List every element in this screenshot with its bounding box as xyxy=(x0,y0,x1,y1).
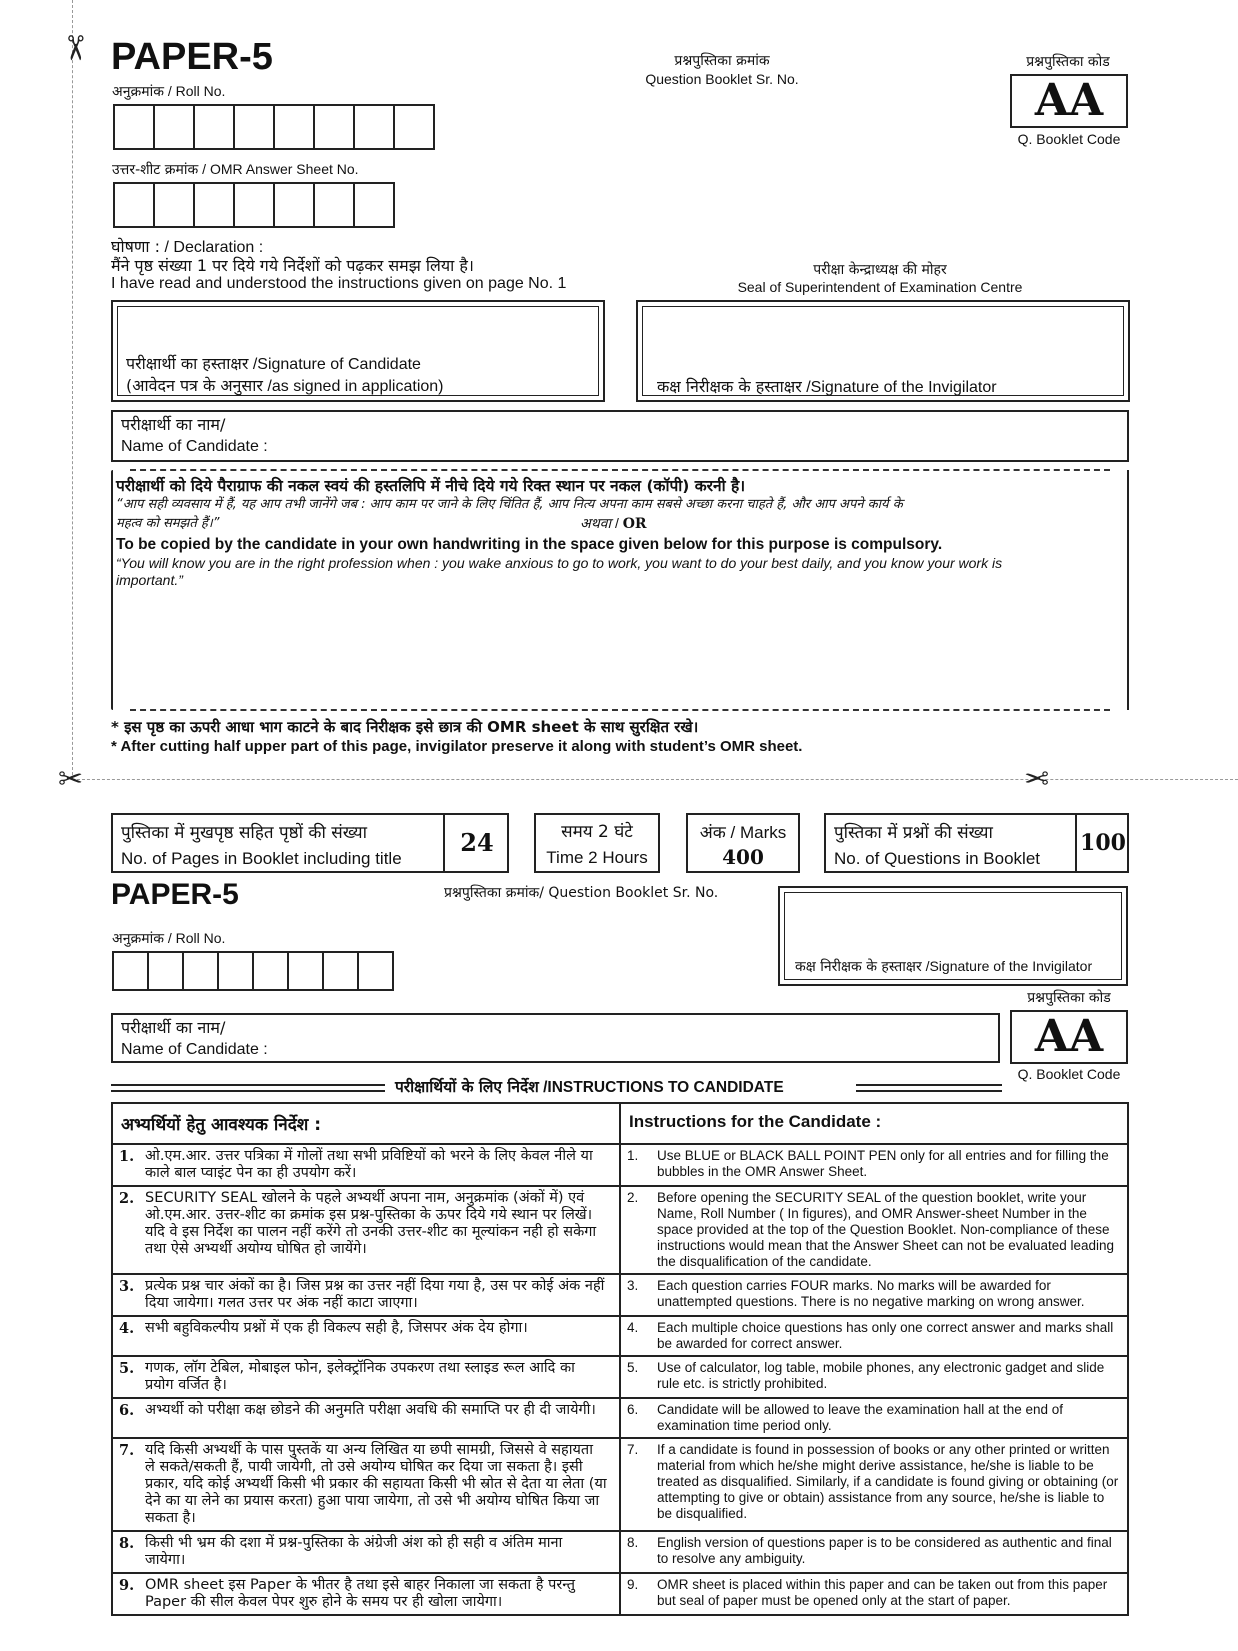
instruction-row xyxy=(112,1316,1128,1356)
instruction-text-hi: किसी भी भ्रम की दशा में प्रश्न-पुस्तिका के अंग्रेजी अंश को ही सही व अंतिम माना जायेगा। xyxy=(145,1535,563,1568)
pages-info-box: पुस्तिका में मुखपृष्ठ सहित पृष्ठों की संख्या No. of Pages in Booklet including title 24 xyxy=(111,813,509,873)
instruction-number: 7. xyxy=(627,1442,639,1457)
candidate-name-label-en: Name of Candidate : xyxy=(121,438,268,455)
instruction-en xyxy=(620,1356,1128,1398)
invigilator-signature-label-hi: कक्ष निरीक्षक के हस्ताक्षर xyxy=(657,377,802,396)
booklet-code-box-bottom: AA xyxy=(1010,1010,1128,1064)
scissors-icon: ✂ xyxy=(1024,763,1050,796)
copy-section-top-dash xyxy=(130,469,1110,471)
roll-number-boxes[interactable] xyxy=(113,104,435,150)
instruction-text-en: If a candidate is found in possession of books or any other printed or written material from which he/she might derive assistance, he/she is liable to be treated as disqualified. Similarly, if a candidate is found giving or obtaining (or attempting to give or obtain) assistance from any source, he/she is liable to be disqualified. xyxy=(657,1442,1119,1521)
instruction-number: 4. xyxy=(119,1320,135,1337)
instruction-en xyxy=(620,1274,1128,1316)
booklet-code-label-en: Q. Booklet Code xyxy=(1017,131,1121,147)
instruction-en xyxy=(620,1186,1128,1274)
instruction-hi xyxy=(112,1356,620,1398)
instruction-number: 9. xyxy=(119,1577,135,1594)
instruction-text-en: OMR sheet is placed within this paper and can be taken out from this paper but seal of paper must be opened only at the start of paper. xyxy=(657,1577,1108,1608)
instruction-hi xyxy=(112,1144,620,1186)
instruction-number: 1. xyxy=(119,1148,135,1165)
instruction-text-en: Use of calculator, log table, mobile phones, any electronic gadget and slide rule etc. is strictly prohibited. xyxy=(657,1360,1105,1391)
instruction-hi xyxy=(112,1573,620,1615)
instruction-en xyxy=(620,1398,1128,1438)
booklet-code-label-hi-bottom: प्रश्नपुस्तिका कोड xyxy=(1027,990,1111,1006)
invigilator-signature-box-bottom[interactable]: कक्ष निरीक्षक के हस्ताक्षर /Signature of the Invigilator xyxy=(778,886,1128,986)
roll-number-label: अनुक्रमांक / Roll No. xyxy=(112,83,226,100)
instruction-number: 4. xyxy=(627,1320,639,1335)
booklet-code-box: AA xyxy=(1010,74,1128,128)
as-signed-label-hi: (आवेदन पत्र के अनुसार xyxy=(126,376,263,395)
instruction-row xyxy=(112,1398,1128,1438)
instructions-title: परीक्षार्थियों के लिए निर्देश /INSTRUCTIONS TO CANDIDATE xyxy=(395,1078,784,1096)
vertical-cut-line xyxy=(72,0,73,780)
as-signed-label-en: as signed in application) xyxy=(271,378,444,395)
booklet-sr-label-bottom: प्रश्नपुस्तिका क्रमांक/ Question Booklet Sr. No. xyxy=(444,885,719,901)
instructions-rule-right xyxy=(856,1084,1002,1092)
instruction-text-en: English version of questions paper is to be considered as authentic and final to resolve any ambiguity. xyxy=(657,1535,1112,1566)
instruction-number: 1. xyxy=(627,1148,639,1163)
scissors-icon: ✂ xyxy=(58,763,84,796)
instruction-hi xyxy=(112,1274,620,1316)
seal-label: परीक्षा केन्द्राध्यक्ष की मोहर Seal of Superintendent of Examination Centre xyxy=(737,262,1023,295)
copy-instructions: परीक्षार्थी को दिये पैराग्राफ की नकल स्वयं की हस्तलिपि में नीचे दिये गये रिक्त स्थान पर नकल (कॉपी) करनी है। “आप सही व्यवसाय में हैं, यह आप तभी जानेंगे जब : आप काम पर जाने के लिए चिंतित हैं, आप नित्य अपना काम सबसे अच्छा करना चाहते हैं, और आप अपने कार्य के महत्व को समझते हैं।” अथवा / OR To be copied by the candidate in your own handwriting in the space given below for this purpose is compulsory. “You will know you are in the right profession when : you wake anxious to go to work, you want to do your best daily, and you know your work is important.” xyxy=(116,477,1003,588)
instruction-number: 2. xyxy=(119,1190,135,1207)
instruction-text-hi: ओ.एम.आर. उत्तर पत्रिका में गोलों तथा सभी प्रविष्टियों को भरने के लिए केवल नीले या काले बाल प्वाइंट पेन का ही उपयोग करें। xyxy=(145,1148,593,1181)
candidate-signature-label-hi: परीक्षार्थी का हस्ताक्षर xyxy=(126,354,249,373)
declaration: घोषणा : / Declaration : मैंने पृष्ठ संख्या 1 पर दिये गये निर्देशों को पढ़कर समझ लिया है। I have read and understood the instructions given on page No. 1 xyxy=(111,237,567,292)
instruction-row xyxy=(112,1531,1128,1573)
instruction-number: 9. xyxy=(627,1577,639,1592)
instruction-number: 6. xyxy=(119,1402,135,1419)
instruction-text-hi: OMR sheet इस Paper के भीतर है तथा इसे बाहर निकाला जा सकता है परन्तु Paper की सील केवल पेपर शुरु होने के समय पर ही खोला जायेगा। xyxy=(145,1577,575,1610)
instruction-hi xyxy=(112,1438,620,1531)
instruction-text-en: Candidate will be allowed to leave the examination hall at the end of examination time period only. xyxy=(657,1402,1064,1433)
instruction-row xyxy=(112,1573,1128,1615)
instruction-row xyxy=(112,1186,1128,1274)
candidate-signature-label-en: Signature of Candidate xyxy=(257,356,421,373)
booklet-sr-label: प्रश्नपुस्तिका क्रमांक Question Booklet Sr. No. xyxy=(645,53,799,87)
questions-value: 100 xyxy=(1075,815,1129,871)
instruction-row xyxy=(112,1144,1128,1186)
invigilator-signature-box[interactable]: कक्ष निरीक्षक के हस्ताक्षर /Signature of the Invigilator xyxy=(636,300,1130,402)
instruction-text-hi: SECURITY SEAL खोलने के पहले अभ्यर्थी अपना नाम, अनुक्रमांक (अंकों में) एवं ओ.एम.आर. उत्तर-शीट का क्रमांक इस प्रश्न-पुस्तिका के ऊपर दिये गये स्थान पर लिखें। यदि वे इस निर्देश का पालन नहीं करेंगे तो उनकी उत्तर-शीट का मूल्यांकन नही हो सकेगा तथा ऐसे अभ्यर्थी अयोग्य घोषित हो जायेंगे। xyxy=(145,1190,597,1257)
roll-number-boxes-bottom[interactable] xyxy=(112,951,394,991)
instruction-text-hi: प्रत्येक प्रश्न चार अंकों का है। जिस प्रश्न का उत्तर नहीं दिया गया है, उस पर कोई अंक नहीं दिया जायेगा। गलत उत्तर पर अंक नहीं काटा जाएगा। xyxy=(145,1278,605,1311)
candidate-signature-box[interactable]: परीक्षार्थी का हस्ताक्षर /Signature of Candidate (आवेदन पत्र के अनुसार /as signed in application) xyxy=(111,300,605,402)
instruction-en xyxy=(620,1438,1128,1531)
marks-info-box: अंक / Marks 400 xyxy=(686,813,800,873)
instruction-number: 5. xyxy=(627,1360,639,1375)
instruction-text-hi: यदि किसी अभ्यर्थी के पास पुस्तकें या अन्य लिखित या छपी सामग्री, जिससे वे सहायता ले सकते/सकती हैं, पायी जायेगी, तो उसे अयोग्य घोषित कर दिया जा सकता है। इसी प्रकार, यदि कोई अभ्यर्थी किसी भी प्रकार की सहायता किसी भी स्रोत से देता या लेता (या देने का या लेने का प्रयास करता) हुआ पाया जायेगा, तो उसे भी अयोग्य घोषित किया जा सकता है। xyxy=(145,1442,607,1526)
copy-section-right-border xyxy=(1127,470,1129,710)
instruction-row xyxy=(112,1274,1128,1316)
paper-title: PAPER-5 xyxy=(111,36,273,78)
instruction-text-hi: सभी बहुविकल्पीय प्रश्नों में एक ही विकल्प सही है, जिसपर अंक देय होगा। xyxy=(145,1320,528,1336)
instruction-hi xyxy=(112,1186,620,1274)
invigilator-signature-label-en: Signature of the Invigilator xyxy=(810,379,997,396)
paper-title-bottom: PAPER-5 xyxy=(111,878,239,911)
questions-info-box: पुस्तिका में प्रश्नों की संख्या No. of Questions in Booklet 100 xyxy=(824,813,1129,873)
instruction-text-en: Before opening the SECURITY SEAL of the question booklet, write your Name, Roll Number ( In figures), and OMR Answer-sheet Number in the space provided at the top of the Question Booklet. Non-compliance of these instructions would mean that the Answer Sheet can not be evaluated leading the disqualification of the candidate. xyxy=(657,1190,1115,1269)
booklet-code-label-hi: प्रश्नपुस्तिका कोड xyxy=(1026,54,1110,70)
instruction-hi xyxy=(112,1316,620,1356)
omr-number-boxes[interactable] xyxy=(113,182,395,228)
instruction-row xyxy=(112,1438,1128,1531)
horizontal-cut-line xyxy=(72,779,1238,780)
instruction-text-en: Use BLUE or BLACK BALL POINT PEN only for all entries and for filling the bubbles in the OMR Answer Sheet. xyxy=(657,1148,1109,1179)
candidate-name-box[interactable] xyxy=(111,410,1129,462)
candidate-name-label-hi: परीक्षार्थी का नाम/ xyxy=(121,415,226,434)
instructions-header-en: Instructions for the Candidate : xyxy=(620,1103,1128,1144)
instruction-number: 8. xyxy=(627,1535,639,1550)
scissors-icon: ✂ xyxy=(55,33,94,63)
copy-writing-area[interactable] xyxy=(112,604,1127,706)
instruction-number: 2. xyxy=(627,1190,639,1205)
instruction-text-hi: गणक, लॉग टेबिल, मोबाइल फोन, इलेक्ट्रॉनिक उपकरण तथा स्लाइड रूल आदि का प्रयोग वर्जित है। xyxy=(145,1360,575,1393)
instruction-en xyxy=(620,1531,1128,1573)
roll-number-label-bottom: अनुक्रमांक / Roll No. xyxy=(112,930,226,947)
instruction-hi xyxy=(112,1398,620,1438)
candidate-name-box-bottom[interactable]: परीक्षार्थी का नाम/ Name of Candidate : xyxy=(111,1013,1000,1063)
instructions-table xyxy=(111,1102,1129,1616)
instruction-number: 8. xyxy=(119,1535,135,1552)
copy-section-bottom-dash xyxy=(130,709,1110,711)
instruction-en xyxy=(620,1316,1128,1356)
instruction-text-hi: अभ्यर्थी को परीक्षा कक्ष छोडने की अनुमति परीक्षा अवधि की समाप्ति पर ही दी जायेगी। xyxy=(145,1402,596,1418)
omr-number-label: उत्तर-शीट क्रमांक / OMR Answer Sheet No. xyxy=(112,161,359,178)
instruction-number: 7. xyxy=(119,1442,135,1459)
instructions-header-hi: अभ्यर्थियों हेतु आवश्यक निर्देश : xyxy=(112,1103,620,1144)
instruction-number: 3. xyxy=(119,1278,135,1295)
time-info-box: समय 2 घंटे Time 2 Hours xyxy=(534,813,660,873)
instruction-en xyxy=(620,1144,1128,1186)
booklet-code-label-en-bottom: Q. Booklet Code xyxy=(1017,1066,1121,1082)
instruction-row xyxy=(112,1356,1128,1398)
cut-note: * इस पृष्ठ का ऊपरी आधा भाग काटने के बाद निरीक्षक इसे छात्र की OMR sheet के साथ सुरक्षित रखे। * After cutting half upper part of this page, invigilator preserve it along with student’s OMR sheet. xyxy=(111,718,803,755)
instruction-en xyxy=(620,1573,1128,1615)
instruction-text-en: Each multiple choice questions has only one correct answer and marks shall be awarded for correct answer. xyxy=(657,1320,1114,1351)
pages-value: 24 xyxy=(443,815,509,871)
instruction-text-en: Each question carries FOUR marks. No marks will be awarded for unattempted questions. There is no negative marking on wrong answer. xyxy=(657,1278,1085,1309)
instructions-rule-left xyxy=(111,1084,385,1092)
instruction-number: 5. xyxy=(119,1360,135,1377)
instruction-hi xyxy=(112,1531,620,1573)
instruction-number: 3. xyxy=(627,1278,639,1293)
instruction-number: 6. xyxy=(627,1402,639,1417)
